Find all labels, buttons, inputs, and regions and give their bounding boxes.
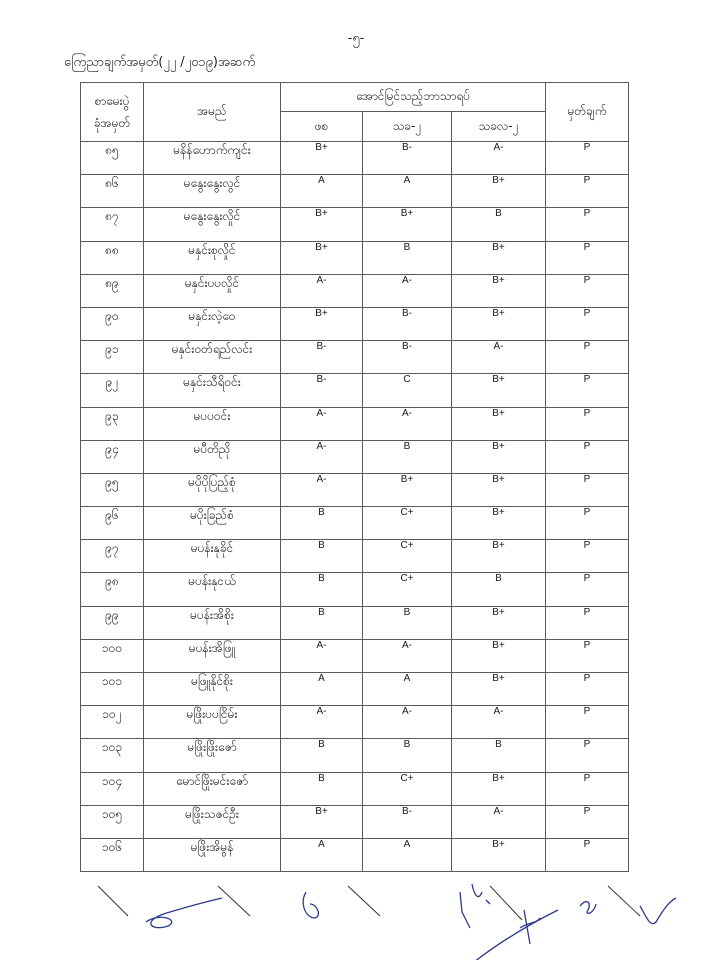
remark-cell: P: [546, 706, 629, 739]
roll-number-cell: ၉၇: [81, 540, 144, 573]
table-row: [81, 208, 629, 241]
student-name-cell: မနှင်းဝတ်ရည်လင်း: [144, 341, 281, 374]
signature-slash: [608, 886, 640, 916]
student-name-cell: မပန်းနုငယ်: [144, 573, 281, 606]
roll-number-cell: ၉၅: [81, 473, 144, 506]
subject-1-grade-cell: A-: [281, 440, 363, 473]
subject-2-grade-cell: A: [363, 175, 452, 208]
student-name-cell: မပန်းအိစိုး: [144, 606, 281, 639]
table-row: [81, 473, 629, 506]
table-row: [81, 175, 629, 208]
signature-slash: [218, 886, 250, 916]
roll-number-cell: ၁၀၅: [81, 805, 144, 838]
student-name-cell: မပိုးခြည်စံ: [144, 507, 281, 540]
table-row: [81, 805, 629, 838]
student-name-cell: မနှင်းလဲ့ဝေ: [144, 307, 281, 340]
student-name-cell: မောင်ဖြိုးမင်းဇော်: [144, 772, 281, 805]
table-row: [81, 274, 629, 307]
remark-cell: P: [546, 606, 629, 639]
subject-2-grade-cell: B+: [363, 208, 452, 241]
roll-number-cell: ၁၀၆: [81, 838, 144, 871]
subject-3-grade-cell: B+: [452, 473, 546, 506]
header-subject-3: သခလ-၂: [452, 112, 546, 142]
student-name-cell: မပပဝင်း: [144, 407, 281, 440]
roll-number-cell: ၁၀၁: [81, 673, 144, 706]
remark-cell: P: [546, 307, 629, 340]
subject-3-grade-cell: A-: [452, 805, 546, 838]
subject-3-grade-cell: B+: [452, 307, 546, 340]
remark-cell: P: [546, 208, 629, 241]
subject-1-grade-cell: B+: [281, 805, 363, 838]
table-row: [81, 706, 629, 739]
remark-cell: P: [546, 274, 629, 307]
subject-3-grade-cell: B+: [452, 175, 546, 208]
student-name-cell: မနှင်းပပလှိုင်: [144, 274, 281, 307]
subject-2-grade-cell: A-: [363, 639, 452, 672]
header-roll-number-line2: ခုံအမှတ်: [93, 116, 131, 130]
subject-1-grade-cell: A: [281, 838, 363, 871]
remark-cell: P: [546, 241, 629, 274]
subject-2-grade-cell: B-: [363, 341, 452, 374]
subject-2-grade-cell: A-: [363, 407, 452, 440]
subject-1-grade-cell: B+: [281, 241, 363, 274]
subject-2-grade-cell: B-: [363, 142, 452, 175]
header-subject-1: ဖစ: [281, 112, 363, 142]
remark-cell: P: [546, 673, 629, 706]
subject-2-grade-cell: B+: [363, 473, 452, 506]
subject-3-grade-cell: B+: [452, 540, 546, 573]
table-row: [81, 639, 629, 672]
roll-number-cell: ၈၅: [81, 142, 144, 175]
subject-1-grade-cell: B: [281, 772, 363, 805]
signature-6: [640, 898, 676, 924]
remark-cell: P: [546, 573, 629, 606]
remark-cell: P: [546, 507, 629, 540]
table-row: [81, 573, 629, 606]
roll-number-cell: ၉၀: [81, 307, 144, 340]
subject-1-grade-cell: B+: [281, 307, 363, 340]
student-name-cell: မဖြိုးပပငြိမ်း: [144, 706, 281, 739]
remark-cell: P: [546, 805, 629, 838]
roll-number-cell: ၁၀၂: [81, 706, 144, 739]
header-remarks: မှတ်ချက်: [546, 83, 629, 142]
subject-2-grade-cell: A: [363, 838, 452, 871]
roll-number-cell: ၉၈: [81, 573, 144, 606]
remark-cell: P: [546, 407, 629, 440]
student-name-cell: မပန်းနုခိုင်: [144, 540, 281, 573]
student-name-cell: မနိန်ဟောက်ကျင်း: [144, 142, 281, 175]
header-subject-2: သခ-၂: [363, 112, 452, 142]
subject-2-grade-cell: B: [363, 440, 452, 473]
roll-number-cell: ၈၈: [81, 241, 144, 274]
subject-3-grade-cell: B: [452, 208, 546, 241]
subject-3-grade-cell: B+: [452, 639, 546, 672]
subject-1-grade-cell: A-: [281, 274, 363, 307]
remark-cell: P: [546, 473, 629, 506]
student-name-cell: မပန်းအိဖြူ: [144, 639, 281, 672]
subject-1-grade-cell: A-: [281, 706, 363, 739]
signature-1: [146, 898, 222, 928]
subject-1-grade-cell: A: [281, 175, 363, 208]
table-row: [81, 341, 629, 374]
subject-3-grade-cell: B+: [452, 274, 546, 307]
subject-1-grade-cell: B: [281, 573, 363, 606]
roll-number-cell: ၉၂: [81, 374, 144, 407]
signature-slash: [348, 886, 380, 916]
subject-3-grade-cell: A-: [452, 341, 546, 374]
subject-2-grade-cell: B: [363, 739, 452, 772]
table-row: [81, 772, 629, 805]
roll-number-cell: ၉၆: [81, 507, 144, 540]
announcement-heading: ကြေညာချက်အမှတ်(၂၂ /၂၀၁၉)အဆက်: [64, 55, 256, 70]
subject-3-grade-cell: A-: [452, 142, 546, 175]
header-roll-number: [81, 83, 144, 142]
signature-3: [460, 884, 490, 928]
subject-1-grade-cell: B: [281, 739, 363, 772]
table-row: [81, 540, 629, 573]
student-name-cell: မနှင်းသီရိဝင်း: [144, 374, 281, 407]
table-row: [81, 507, 629, 540]
remark-cell: P: [546, 440, 629, 473]
table-row: [81, 440, 629, 473]
roll-number-cell: ၈၇: [81, 208, 144, 241]
student-name-cell: မနွေးနွေးလွင်: [144, 175, 281, 208]
roll-number-cell: ၁၀၃: [81, 739, 144, 772]
student-name-cell: မဖြိုးအိမွန်: [144, 838, 281, 871]
subject-1-grade-cell: A-: [281, 639, 363, 672]
roll-number-cell: ၉၁: [81, 341, 144, 374]
roll-number-cell: ၉၃: [81, 407, 144, 440]
table-body: [81, 142, 629, 872]
subject-2-grade-cell: B: [363, 606, 452, 639]
signature-5: [580, 902, 596, 914]
table-row: [81, 407, 629, 440]
student-name-cell: မပိုပိုပြည့်စုံ: [144, 473, 281, 506]
subject-2-grade-cell: C+: [363, 540, 452, 573]
header-passed-subjects: အောင်မြင်သည့်ဘာသာရပ်: [281, 83, 546, 112]
subject-3-grade-cell: B+: [452, 838, 546, 871]
signature-area: [0, 872, 712, 960]
subject-3-grade-cell: B+: [452, 772, 546, 805]
subject-3-grade-cell: B+: [452, 241, 546, 274]
subject-1-grade-cell: B+: [281, 208, 363, 241]
student-name-cell: မပီတိညို: [144, 440, 281, 473]
subject-2-grade-cell: B: [363, 241, 452, 274]
student-name-cell: မနှင်းစုလှိုင်: [144, 241, 281, 274]
remark-cell: P: [546, 374, 629, 407]
subject-2-grade-cell: C+: [363, 507, 452, 540]
signature-4: [474, 910, 558, 960]
subject-1-grade-cell: B+: [281, 142, 363, 175]
signature-slash: [98, 886, 128, 916]
table-row: [81, 374, 629, 407]
subject-1-grade-cell: B: [281, 540, 363, 573]
remark-cell: P: [546, 739, 629, 772]
subject-2-grade-cell: A-: [363, 706, 452, 739]
subject-1-grade-cell: B-: [281, 341, 363, 374]
subject-2-grade-cell: C+: [363, 772, 452, 805]
remark-cell: P: [546, 838, 629, 871]
roll-number-cell: ၁၀၀: [81, 639, 144, 672]
remark-cell: P: [546, 772, 629, 805]
remark-cell: P: [546, 639, 629, 672]
student-name-cell: မဖြိုးဖြိုးဇော်: [144, 739, 281, 772]
subject-3-grade-cell: B+: [452, 440, 546, 473]
table-row: [81, 838, 629, 871]
page-number: -၅-: [347, 31, 365, 46]
subject-3-grade-cell: B+: [452, 606, 546, 639]
subject-2-grade-cell: A: [363, 673, 452, 706]
table-row: [81, 241, 629, 274]
student-name-cell: မနွေးနွေးလှိုင်: [144, 208, 281, 241]
subject-3-grade-cell: B: [452, 739, 546, 772]
student-name-cell: မဖြူနိုင်စိုး: [144, 673, 281, 706]
remark-cell: P: [546, 540, 629, 573]
subject-2-grade-cell: C+: [363, 573, 452, 606]
subject-3-grade-cell: B+: [452, 507, 546, 540]
remark-cell: P: [546, 175, 629, 208]
remark-cell: P: [546, 341, 629, 374]
table-row: [81, 673, 629, 706]
subject-1-grade-cell: A-: [281, 473, 363, 506]
subject-2-grade-cell: B-: [363, 805, 452, 838]
roll-number-cell: ၉၉: [81, 606, 144, 639]
signature-2: [303, 892, 318, 918]
subject-3-grade-cell: B+: [452, 407, 546, 440]
roll-number-cell: ၈၉: [81, 274, 144, 307]
roll-number-cell: ၁၀၄: [81, 772, 144, 805]
roll-number-cell: ၈၆: [81, 175, 144, 208]
subject-1-grade-cell: B-: [281, 374, 363, 407]
subject-1-grade-cell: A: [281, 673, 363, 706]
subject-1-grade-cell: A-: [281, 407, 363, 440]
table-row: [81, 606, 629, 639]
subject-3-grade-cell: B+: [452, 673, 546, 706]
subject-1-grade-cell: B: [281, 507, 363, 540]
subject-2-grade-cell: B-: [363, 307, 452, 340]
subject-3-grade-cell: B+: [452, 374, 546, 407]
subject-3-grade-cell: B: [452, 573, 546, 606]
header-name: အမည်: [144, 83, 281, 142]
subject-1-grade-cell: B: [281, 606, 363, 639]
roll-number-cell: ၉၄: [81, 440, 144, 473]
subject-2-grade-cell: C: [363, 374, 452, 407]
table-row: [81, 739, 629, 772]
remark-cell: P: [546, 142, 629, 175]
signature-slash: [490, 886, 522, 920]
student-name-cell: မဖြိုးသဇင်ဦး: [144, 805, 281, 838]
subject-2-grade-cell: A-: [363, 274, 452, 307]
results-table: [80, 82, 629, 872]
subject-3-grade-cell: A-: [452, 706, 546, 739]
header-roll-number-line1: စာမေးပွဲ: [94, 94, 130, 108]
table-row: [81, 142, 629, 175]
table-row: [81, 307, 629, 340]
